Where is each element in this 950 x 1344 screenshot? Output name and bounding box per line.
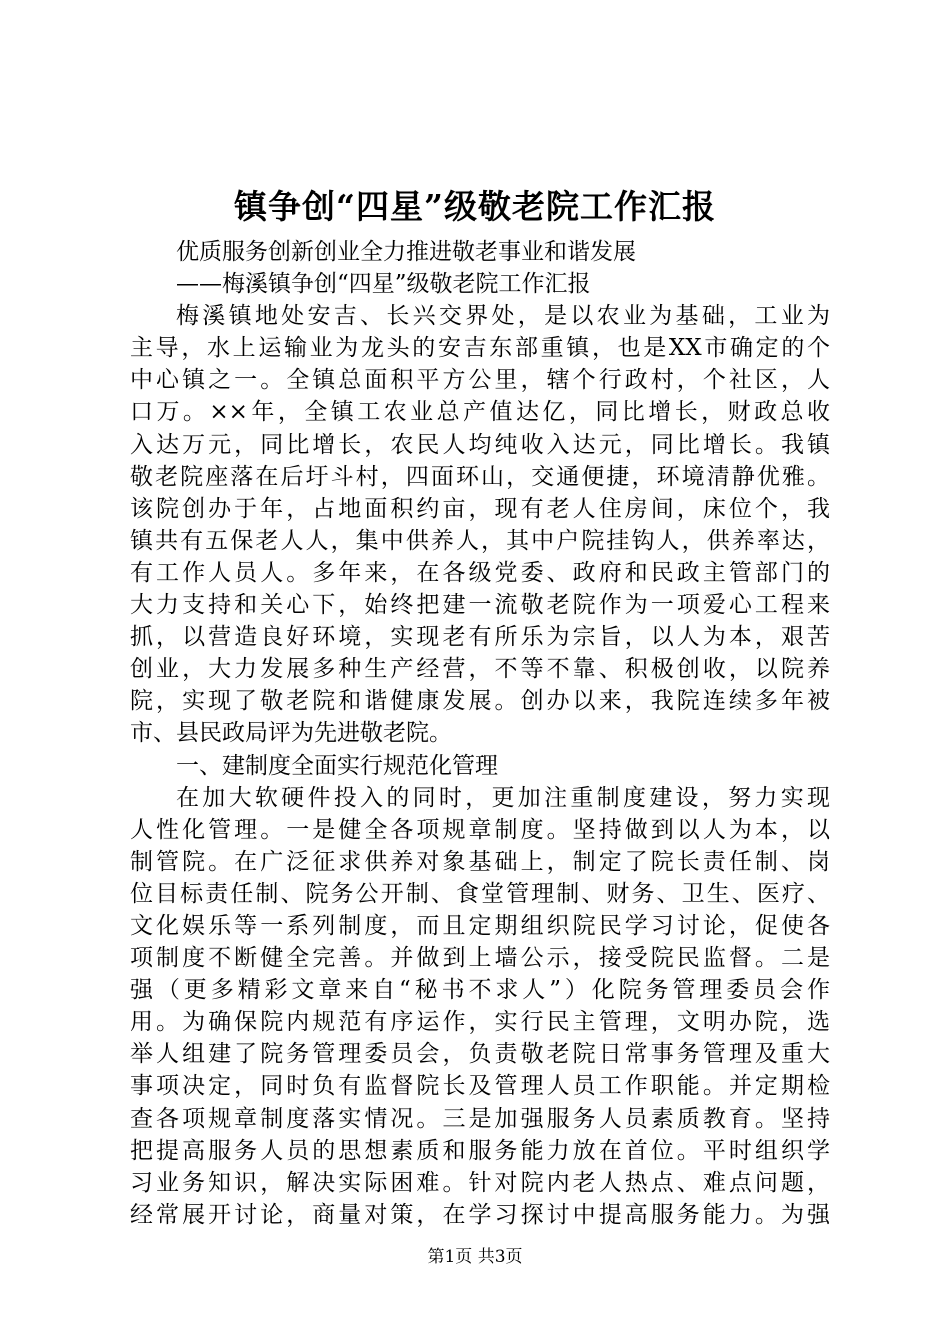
paragraph-line: 查各项规章制度落实情况。三是加强服务人员素质教育。坚持	[130, 1105, 830, 1132]
paragraph-line: 抓，以营造良好环境，实现老有所乐为宗旨，以人为本，艰苦	[130, 624, 830, 651]
paragraph-line: 把提高服务人员的思想素质和服务能力放在首位。平时组织学	[130, 1137, 830, 1164]
paragraph-line: 经常展开讨论，商量对策，在学习探讨中提高服务能力。为强	[130, 1201, 830, 1228]
paragraph-line: 入达万元，同比增长，农民人均纯收入达元，同比增长。我镇	[130, 431, 830, 458]
paragraph-line: 文化娱乐等一系列制度，而且定期组织院民学习讨论，促使各	[130, 912, 830, 939]
paragraph-line: 事项决定，同时负有监督院长及管理人员工作职能。并定期检	[130, 1073, 830, 1100]
paragraph-line: 项制度不断健全完善。并做到上墙公示，接受院民监督。二是	[130, 945, 830, 972]
document-title: 镇争创“四星”级敬老院工作汇报	[234, 187, 716, 226]
page-number: 第1页 共3页	[427, 1247, 523, 1267]
paragraph-line: 大力支持和关心下，始终把建一流敬老院作为一项爱心工程来	[130, 592, 830, 619]
paragraph-line: 创业，大力发展多种生产经营，不等不靠、积极创收，以院养	[130, 656, 830, 683]
paragraph-line: 院，实现了敬老院和谐健康发展。创办以来，我院连续多年被	[130, 688, 830, 715]
paragraph-line: 镇共有五保老人人，集中供养人，其中户院挂钩人，供养率达，	[130, 527, 830, 554]
section-heading: 一、建制度全面实行规范化管理	[176, 752, 498, 779]
paragraph-line: 习业务知识，解决实际困难。针对院内老人热点、难点问题，	[130, 1169, 830, 1196]
paragraph-line: 口万。××年，全镇工农业总产值达亿，同比增长，财政总收	[130, 399, 830, 426]
paragraph-line: 举人组建了院务管理委员会，负责敬老院日常事务管理及重大	[130, 1041, 830, 1068]
subtitle-line: ——梅溪镇争创“四星”级敬老院工作汇报	[176, 271, 591, 298]
paragraph-line: 主导，水上运输业为龙头的安吉东部重镇，也是XX市确定的个	[130, 335, 830, 362]
paragraph-line: 中心镇之一。全镇总面积平方公里，辖个行政村，个社区，人	[130, 367, 830, 394]
paragraph-line: 市、县民政局评为先进敬老院。	[130, 720, 452, 747]
paragraph-line: 敬老院座落在后圩斗村，四面环山，交通便捷，环境清静优雅。	[130, 463, 830, 490]
paragraph-line: 强（更多精彩文章来自“秘书不求人”）化院务管理委员会作	[130, 977, 830, 1004]
paragraph-line: 人性化管理。一是健全各项规章制度。坚持做到以人为本，以	[130, 816, 830, 843]
paragraph-line: 梅溪镇地处安吉、长兴交界处，是以农业为基础，工业为	[176, 303, 830, 330]
document-body	[130, 236, 830, 1231]
paragraph-line: 该院创办于年，占地面积约亩，现有老人住房间，床位个，我	[130, 495, 830, 522]
paragraph-line: 有工作人员人。多年来，在各级党委、政府和民政主管部门的	[130, 559, 830, 586]
paragraph-line: 制管院。在广泛征求供养对象基础上，制定了院长责任制、岗	[130, 848, 830, 875]
subtitle-line: 优质服务创新创业全力推进敬老事业和谐发展	[176, 239, 636, 265]
paragraph-line: 位目标责任制、院务公开制、食堂管理制、财务、卫生、医疗、	[130, 880, 830, 907]
paragraph-line: 在加大软硬件投入的同时，更加注重制度建设，努力实现	[176, 784, 830, 811]
paragraph-line: 用。为确保院内规范有序运作，实行民主管理，文明办院，选	[130, 1009, 830, 1036]
